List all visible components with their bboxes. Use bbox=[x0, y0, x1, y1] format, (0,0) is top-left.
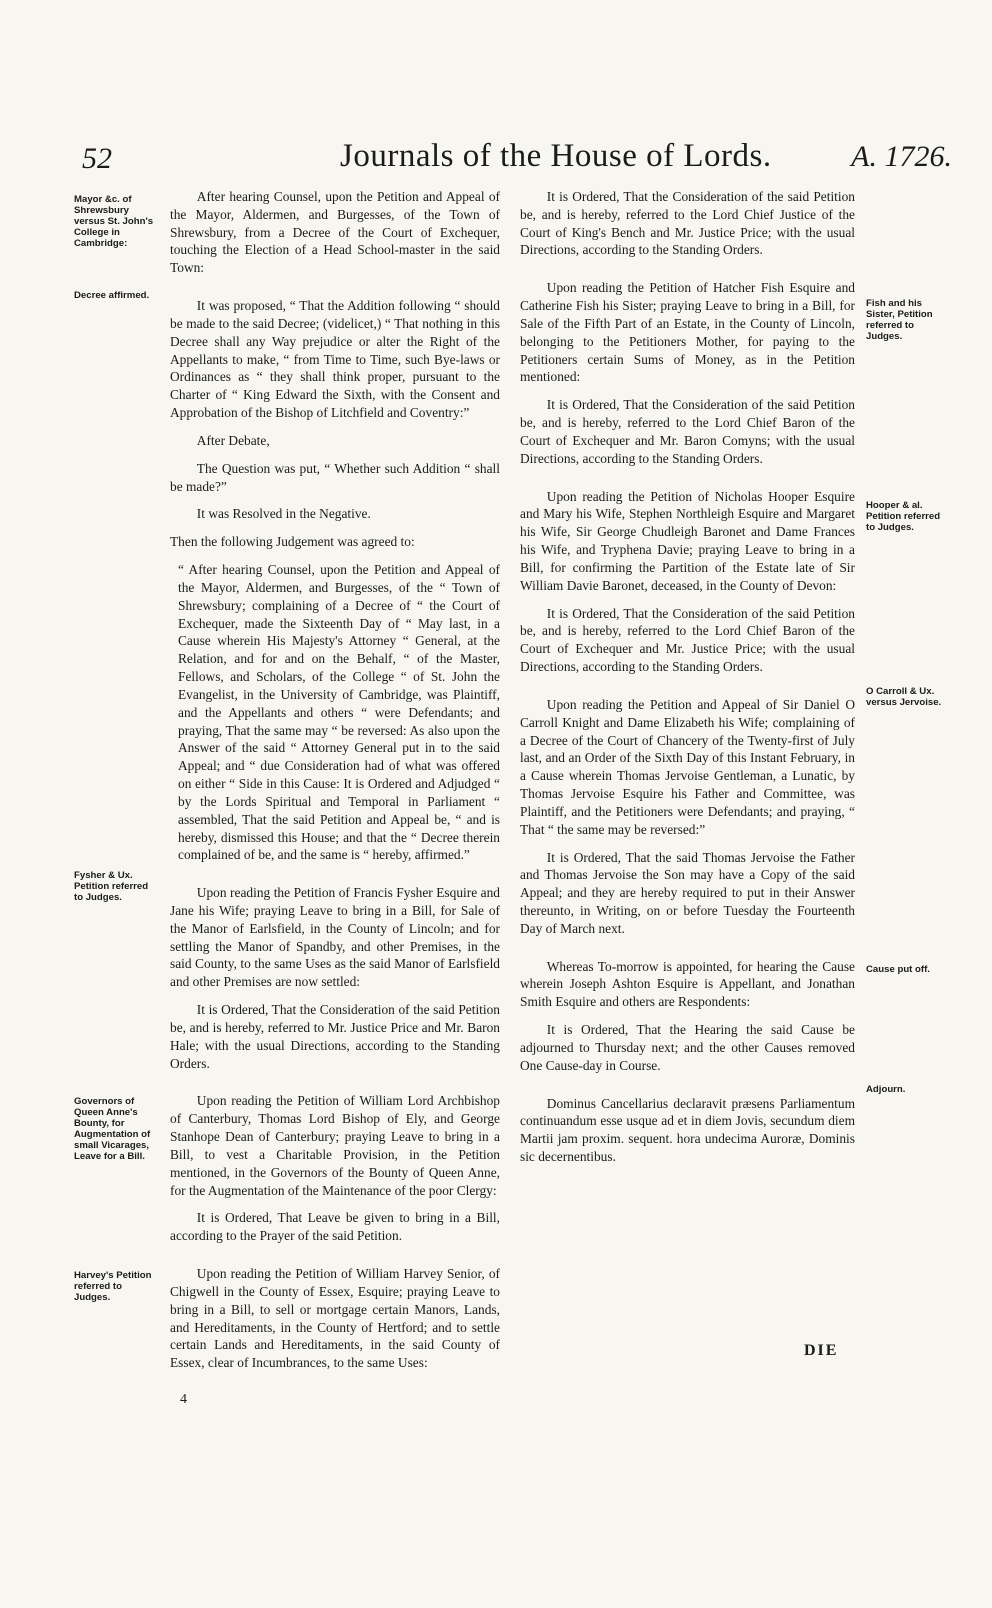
left-paragraph-4: The Question was put, “ Whether such Addition “ shall be made?” bbox=[170, 460, 500, 494]
sidenote-fysher: Fysher & Ux. Petition referred to Judges. bbox=[74, 870, 149, 904]
left-paragraph-3: After Debate, bbox=[196, 432, 270, 448]
page-number: 52 bbox=[82, 142, 112, 175]
left-paragraph-7: “ After hearing Counsel, upon the Petition and Appeal of the Mayor, Aldermen, and Burgesses, of the “ Town of Shrewsbury; complaining of a Decree of “ the Court of Exchequer, made the Sixteenth Day of “ May last, in a Cause wherein His Majesty's Attorney “ General, at the Relation, and for and on the Behalf, “ of the Master, Fellows, and Scholars, of the College “ of St. John the Evangelist, in the University of Cambridge, was Plaintiff, and the Appellants and others “ were Defendants; and praying, That the same may “ be reversed: As also upon the Answer of the said “ Attorney General put in to the said Appeal; and “ due Consideration had of what was offered on either “ Side in this Cause: It is Ordered and Adjudged “ by the Lords Spiritual and Temporal in Parliament “ assembled, That the said Petition and Appeal be, “ and is hereby, dismissed this House; and that the “ Decree therein complained of be, and the same is “ hereby, affirmed.” bbox=[178, 562, 500, 863]
page-header bbox=[82, 138, 952, 186]
right-column bbox=[520, 188, 855, 1176]
right-paragraph-9: It is Ordered, That the Hearing the said Cause be adjourned to Thursday next; and the other Causes removed One Cause-day in Course. bbox=[520, 1022, 855, 1073]
sidenote-decree-affirmed: Decree affirmed. bbox=[74, 290, 150, 301]
right-paragraph-2: Upon reading the Petition of Hatcher Fish Esquire and Catherine Fish his Sister; praying Leave to bring in a Bill, for Sale of the Fifth Part of an Estate, in the County of Lincoln, belonging to the Petitioners Mother, for paying to the Petitioners certain Sums of Money, as in the Petition mentioned: bbox=[520, 280, 855, 385]
page-title: Journals of the House of Lords. bbox=[340, 138, 772, 174]
sidenote-fish: Fish and his Sister, Petition referred to Judges. bbox=[866, 298, 933, 343]
left-paragraph-10: Upon reading the Petition of William Lord Archbishop of Canterbury, Thomas Lord Bishop of Ely, and George Stanhope Dean of Canterbury; praying Leave to bring in a Bill, to vest a Charitable Provision, in the Petition mentioned, in the Governors of the Bounty of Queen Anne, for the Augmentation of the Maintenance of the poor Clergy: bbox=[170, 1093, 500, 1198]
right-paragraph-7: It is Ordered, That the said Thomas Jervoise the Father and Thomas Jervoise the Son may have a Copy of the said Appeal; and they are hereby required to put in their Answer thereunto, in Writing, on or before Tuesday the Fourteenth Day of March next. bbox=[520, 849, 855, 936]
right-paragraph-1: It is Ordered, That the Consideration of the said Petition be, and is hereby, referred to the Lord Chief Justice of the Court of King's Bench and Mr. Justice Price; with the usual Directions, according to the Standing Orders. bbox=[520, 189, 855, 258]
right-paragraph-8: Whereas To-morrow is appointed, for hearing the Cause wherein Joseph Ashton Esquire is Appellant, and Jonathan Smith Esquire and others are Respondents: bbox=[520, 958, 855, 1010]
left-paragraph-11: It is Ordered, That Leave be given to bring in a Bill, according to the Prayer of the said Petition. bbox=[170, 1210, 500, 1244]
left-column bbox=[170, 188, 500, 1382]
signature-mark: 4 bbox=[180, 1392, 187, 1407]
right-paragraph-3: It is Ordered, That the Consideration of the said Petition be, and is hereby, referred to the Lord Chief Baron of the Court of Exchequer and Mr. Baron Comyns; with the usual Directions, according to the Standing Orders. bbox=[520, 397, 855, 466]
sidenote-harvey: Harvey's Petition referred to Judges. bbox=[74, 1270, 152, 1304]
catchword: DIE bbox=[804, 1342, 839, 1359]
sidenote-ocarroll: O Carroll & Ux. versus Jervoise. bbox=[866, 686, 942, 709]
left-paragraph-12: Upon reading the Petition of William Harvey Senior, of Chigwell in the County of Essex, Esquire; praying Leave to bring in a Bill, to sell or mortgage certain Manors, Lands, and Hereditaments, in the County of Hertford; and to settle certain Lands and Hereditaments, in the said County of Essex, clear of Incumbrances, to the same Uses: bbox=[170, 1266, 500, 1371]
left-paragraph-8: Upon reading the Petition of Francis Fysher Esquire and Jane his Wife; praying Leave to bring in a Bill, for Sale of the Manor of Earlsfield, in the County of Lincoln; and for settling the Manor of Spandby, and other Premises, in the said County, to the same Uses as the said Manor of Earlsfield and other Premises are now settled: bbox=[170, 885, 500, 990]
page-year: A. 1726. bbox=[851, 140, 952, 173]
sidenote-cause-put-off: Cause put off. bbox=[866, 964, 930, 975]
sidenote-adjourn: Adjourn. bbox=[866, 1084, 906, 1095]
sidenote-governors: Governors of Queen Anne's Bounty, for Augmentation of small Vicarages, Leave for a Bill. bbox=[74, 1096, 151, 1163]
sidenote-mayor: Mayor &c. of Shrewsbury versus St. John's College in Cambridge: bbox=[74, 194, 154, 250]
right-paragraph-6: Upon reading the Petition and Appeal of Sir Daniel O Carroll Knight and Dame Elizabeth his Wife; complaining of a Decree of the Court of Chancery of the Twenty-first of July last, and an Order of the Sixth Day of this Instant February, in a Cause wherein Thomas Jervoise Gentleman, a Lunatic, by Thomas Jervoise Esquire his Father and Committee, was Plaintiff, and the Petitioners were Defendants; and praying, “ That “ the same may be reversed:” bbox=[520, 696, 855, 837]
left-paragraph-6: Then the following Judgement was agreed to: bbox=[170, 534, 415, 550]
right-paragraph-10: Dominus Cancellarius declaravit præsens Parliamentum continuandum esse usque ad et in diem Jovis, secundum diem Martii jam proxim. sequent. hora undecima Auroræ, Dominis sic decernentibus. bbox=[520, 1095, 855, 1165]
left-paragraph-1: After hearing Counsel, upon the Petition and Appeal of the Mayor, Aldermen, and Burgesses, of the Town of Shrewsbury, from a Decree of the Court of Exchequer, touching the Election of a Head School-master in the said Town: bbox=[170, 189, 500, 276]
left-paragraph-5: It was Resolved in the Negative. bbox=[196, 506, 371, 522]
left-paragraph-9: It is Ordered, That the Consideration of the said Petition be, and is hereby, referred to Mr. Justice Price and Mr. Baron Hale; with the usual Directions, according to the Standing Orders. bbox=[170, 1002, 500, 1071]
right-paragraph-4: Upon reading the Petition of Nicholas Hooper Esquire and Mary his Wife, Stephen Northleigh Esquire and Margaret his Wife, Sir George Chudleigh Baronet and Dame Frances his Wife, and Tryphena Davie; praying Leave to bring in a Bill, for confirming the Partition of the Estate late of Sir William Davie Baronet, deceased, in the County of Devon: bbox=[520, 488, 855, 593]
sidenote-hooper: Hooper & al. Petition referred to Judges. bbox=[866, 500, 941, 534]
right-paragraph-5: It is Ordered, That the Consideration of the said Petition be, and is hereby, referred to the Lord Chief Baron of the Court of Exchequer and Mr. Justice Price; with the usual Directions, according to the Standing Orders. bbox=[520, 605, 855, 675]
left-paragraph-2: It was proposed, “ That the Addition following “ should be made to the said Decree; (videlicet,) “ That nothing in this Decree shall any Way prejudice or alter the Right of the Appellants to make, “ from Time to Time, such Bye-laws or Ordinances as “ they shall think proper, pursuant to the Charter of “ King Edward the Sixth, with the Consent and Approbation of the Bishop of Litchfield and Coventry:” bbox=[170, 298, 500, 421]
